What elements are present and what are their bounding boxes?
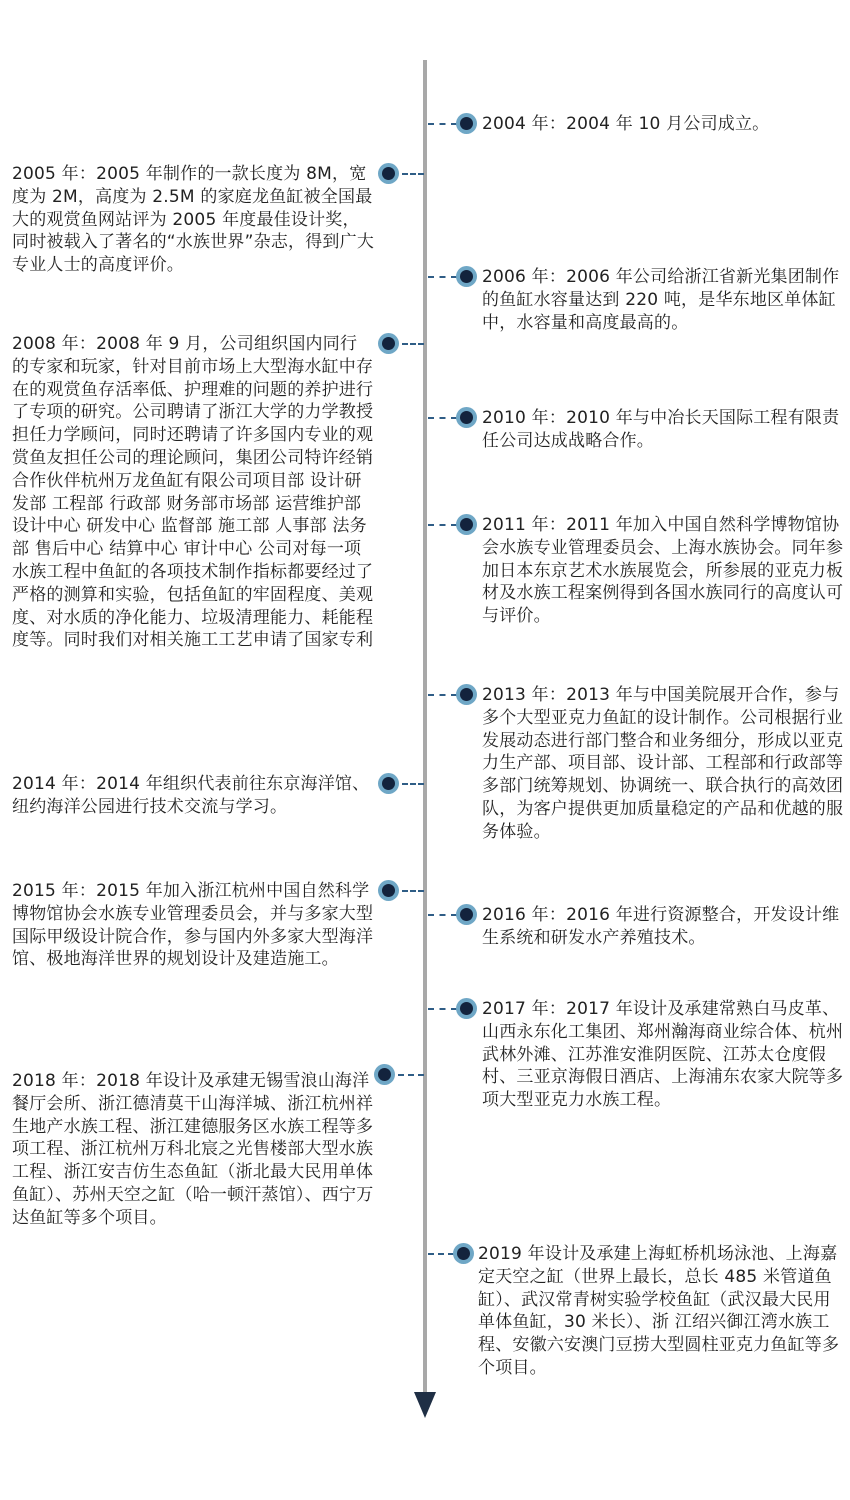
timeline-arrow-icon	[414, 1392, 436, 1418]
entry-text: 2017 年：2017 年设计及承建常熟白马皮革、山西永东化工集团、郑州瀚海商业综合体、杭州武林外滩、江苏淮安淮阴医院、江苏太仓度假村、三亚京海假日酒店、上海浦东农家大院等多项大型亚克力水族工程。	[482, 999, 844, 1111]
connector-dash	[428, 694, 457, 696]
entry-text: 2019 年设计及承建上海虹桥机场泳池、上海嘉定天空之缸（世界上最长，总长 485 米管道鱼缸）、武汉常青树实验学校鱼缸（武汉最大民用单体鱼缸，30 米长）、浙 江绍兴御江湾水族工程、安徽六安澳门豆捞大型圆柱亚克力鱼缸等多个项目。	[478, 1244, 840, 1378]
entry-text: 2015 年：2015 年加入浙江杭州中国自然科学博物馆协会水族专业管理委员会，并与多家大型国际甲级设计院合作，参与国内外多家大型海洋馆、极地海洋世界的规划设计及建造施工。	[12, 881, 374, 970]
timeline-dot-icon	[378, 1068, 391, 1081]
timeline-dot-icon	[460, 411, 473, 424]
entry-text: 2016 年：2016 年进行资源整合，开发设计维生系统和研发水产养殖技术。	[482, 905, 840, 948]
entry-text: 2010 年：2010 年与中冶长天国际工程有限责任公司达成战略合作。	[482, 408, 840, 451]
timeline-dot-icon	[457, 1247, 470, 1260]
connector-dash	[402, 783, 424, 785]
entry-text: 2008 年：2008 年 9 月，公司组织国内同行的专家和玩家，针对目前市场上大型海水缸中存在的观赏鱼存活率低、护理难的问题的养护进行了专项的研究。公司聘请了浙江大学的力学教授担任力学顾问，同时还聘请了许多国内专业的观赏鱼友担任公司的理论顾问，集团公司特许经销合作伙伴杭州万龙鱼缸有限公司项目部 设计研发部 工程部 行政部 财务部市场部 运营维护部 设计中心 研发中心 监督部 施工部 人事部 法务部 售后中心 结算中心 审计中心 公司对每一项水族工程中鱼缸的各项技术制作指标都要经过了严格的测算和实验，包括鱼缸的牢固程度、美观度、对水质的净化能力、垃圾清理能力、耗能程度等。同时我们对相关施工工艺申请了国家专利	[12, 334, 374, 651]
entry-text: 2006 年：2006 年公司给浙江省新光集团制作的鱼缸水容量达到 220 吨，是华东地区单体缸中，水容量和高度最高的。	[482, 267, 840, 333]
timeline-dot-icon	[460, 117, 473, 130]
timeline-dot-icon	[460, 688, 473, 701]
timeline-entry-2008	[12, 333, 374, 652]
timeline-dot-icon	[382, 337, 395, 350]
connector-dash	[428, 914, 457, 916]
timeline-entry-2015	[12, 880, 374, 971]
entry-text: 2005 年：2005 年制作的一款长度为 8M，宽度为 2M，高度为 2.5M 的家庭龙鱼缸被全国最大的观赏鱼网站评为 2005 年度最佳设计奖，同时被载入了著名的“水族世界”杂志，得到广大专业人士的高度评价。	[12, 164, 375, 276]
timeline-dot-icon	[382, 777, 395, 790]
timeline-dot-icon	[460, 270, 473, 283]
connector-dash	[428, 276, 457, 278]
timeline-axis	[423, 60, 427, 1400]
connector-dash	[428, 1253, 454, 1255]
entry-text: 2018 年：2018 年设计及承建无锡雪浪山海洋餐厅会所、浙江德清莫干山海洋城、浙江杭州祥生地产水族工程、浙江建德服务区水族工程等多项工程、浙江杭州万科北宸之光售楼部大型水族工程、浙江安吉仿生态鱼缸（浙北最大民用单体鱼缸）、苏州天空之缸（哈一顿汗蒸馆）、西宁万达鱼缸等多个项目。	[12, 1071, 374, 1228]
connector-dash	[428, 417, 457, 419]
timeline-dot-icon	[460, 518, 473, 531]
connector-dash	[402, 890, 424, 892]
connector-dash	[428, 1008, 457, 1010]
timeline-entry-2018	[12, 1070, 374, 1230]
connector-dash	[398, 1074, 424, 1076]
entry-text: 2014 年：2014 年组织代表前往东京海洋馆、纽约海洋公园进行技术交流与学习。	[12, 774, 370, 817]
entry-text: 2004 年：2004 年 10 月公司成立。	[482, 114, 770, 134]
timeline-entry-2014	[12, 773, 374, 819]
connector-dash	[402, 173, 424, 175]
entry-text: 2013 年：2013 年与中国美院展开合作，参与多个大型亚克力鱼缸的设计制作。公司根据行业发展动态进行部门整合和业务细分，形成以亚克力生产部、项目部、设计部、工程部和行政部等多部门统筹规划、协调统一、联合执行的高效团队，为客户提供更加质量稳定的产品和优越的服务体验。	[482, 685, 844, 842]
connector-dash	[428, 123, 457, 125]
timeline-entry-2005	[12, 163, 374, 277]
timeline-dot-icon	[460, 908, 473, 921]
connector-dash	[402, 343, 424, 345]
timeline-dot-icon	[460, 1002, 473, 1015]
timeline-dot-icon	[382, 167, 395, 180]
timeline-dot-icon	[382, 884, 395, 897]
connector-dash	[428, 524, 457, 526]
entry-text: 2011 年：2011 年加入中国自然科学博物馆协会水族专业管理委员会、上海水族协会。同年参加日本东京艺术水族展览会，所参展的亚克力板材及水族工程案例得到各国水族同行的高度认可与评价。	[482, 515, 844, 627]
